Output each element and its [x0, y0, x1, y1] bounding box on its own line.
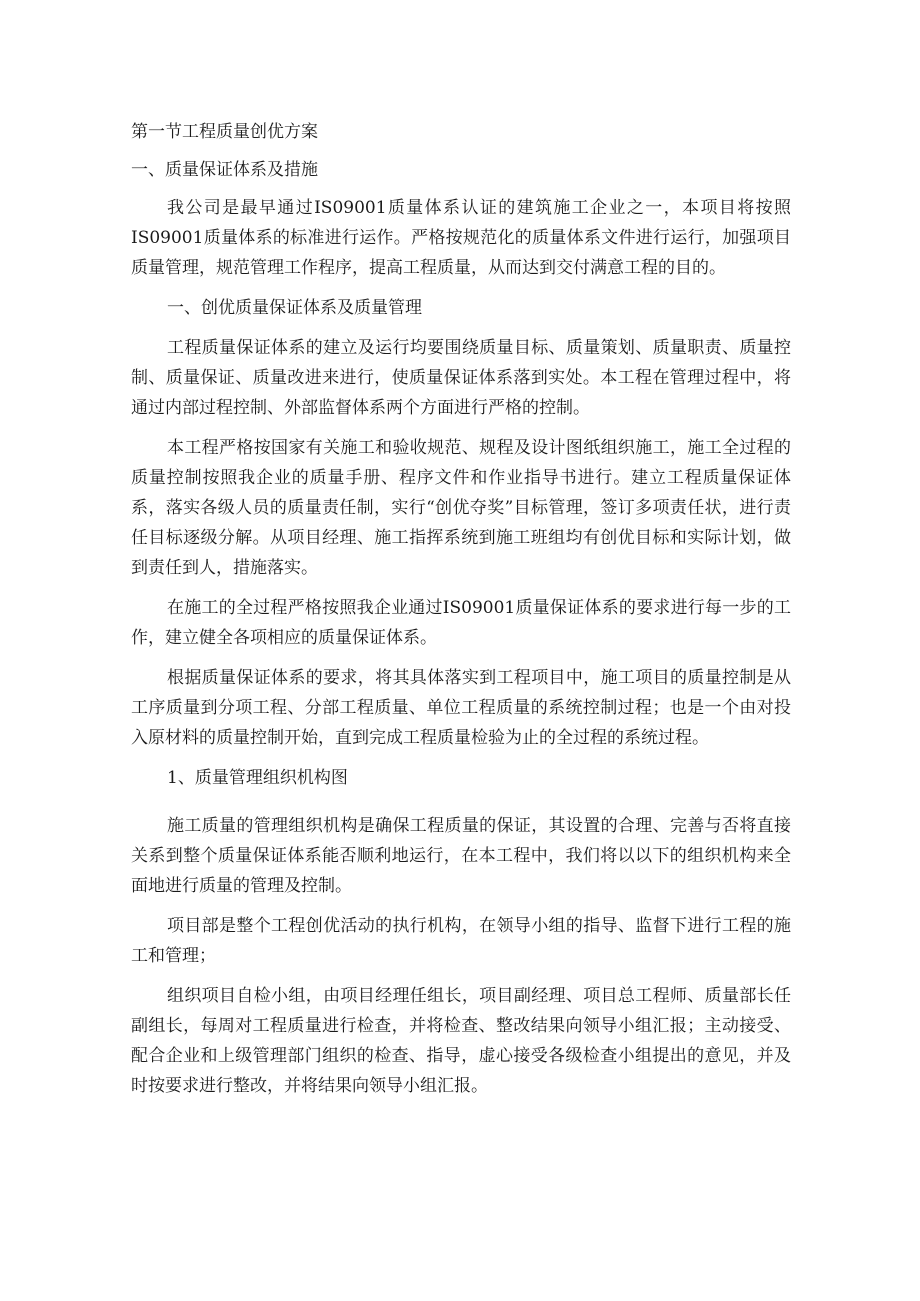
heading-organization-chart: 1、质量管理组织机构图 [167, 768, 348, 788]
heading-excellence-quality-management: 一、创优质量保证体系及质量管理 [167, 298, 422, 318]
paragraph-management-organization: 施工质量的管理组织机构是确保工程质量的保证，其设置的合理、完善与否将直接关系到整个质量保证体系能否顺利地运行，在本工程中，我们将以以下的组织机构来全面地进行质量的管理及控制。 [131, 816, 791, 896]
document-body [131, 117, 791, 1101]
paragraph-self-inspection-team: 组织项目自检小组，由项目经理任组长，项目副经理、项目总工程师、质量部长任副组长，每周对工程质量进行检查，并将检查、整改结果向领导小组汇报；主动接受、配合企业和上级管理部门组织的检查、指导，虚心接受各级检查小组提出的意见，并及时按要求进行整改，并将结果向领导小组汇报。 [131, 986, 791, 1096]
paragraph-project-department: 项目部是整个工程创优活动的执行机构，在领导小组的指导、监督下进行工程的施工和管理； [131, 916, 791, 966]
paragraph-iso9001-intro: 我公司是最早通过IS09001质量体系认证的建筑施工企业之一，本项目将按照IS09001质量体系的标准进行运作。严格按规范化的质量体系文件进行运行，加强项目质量管理，规范管理工作程序，提高工程质量，从而达到交付满意工程的目的。 [131, 198, 791, 278]
paragraph-full-process-control: 在施工的全过程严格按照我企业通过IS09001质量保证体系的要求进行每一步的工作，建立健全各项相应的质量保证体系。 [131, 598, 791, 648]
section-title: 第一节工程质量创优方案 [131, 122, 318, 142]
paragraph-project-quality-control: 根据质量保证体系的要求，将其具体落实到工程项目中，施工项目的质量控制是从工序质量到分项工程、分部工程质量、单位工程质量的系统控制过程；也是一个由对投入原材料的质量控制开始，直到完成工程质量检验为止的全过程的系统过程。 [131, 668, 791, 748]
paragraph-construction-standards: 本工程严格按国家有关施工和验收规范、规程及设计图纸组织施工，施工全过程的质量控制按照我企业的质量手册、程序文件和作业指导书进行。建立工程质量保证体系，落实各级人员的质量责任制，实行“创优夺奖”目标管理，签订多项责任状，进行责任目标逐级分解。从项目经理、施工指挥系统到施工班组均有创优目标和实际计划，做到责任到人，措施落实。 [131, 438, 791, 578]
heading-quality-assurance-system: 一、质量保证体系及措施 [131, 160, 318, 180]
paragraph-assurance-system-setup: 工程质量保证体系的建立及运行均要围绕质量目标、质量策划、质量职责、质量控制、质量保证、质量改进来进行，使质量保证体系落到实处。本工程在管理过程中，将通过内部过程控制、外部监督体系两个方面进行严格的控制。 [131, 338, 791, 418]
